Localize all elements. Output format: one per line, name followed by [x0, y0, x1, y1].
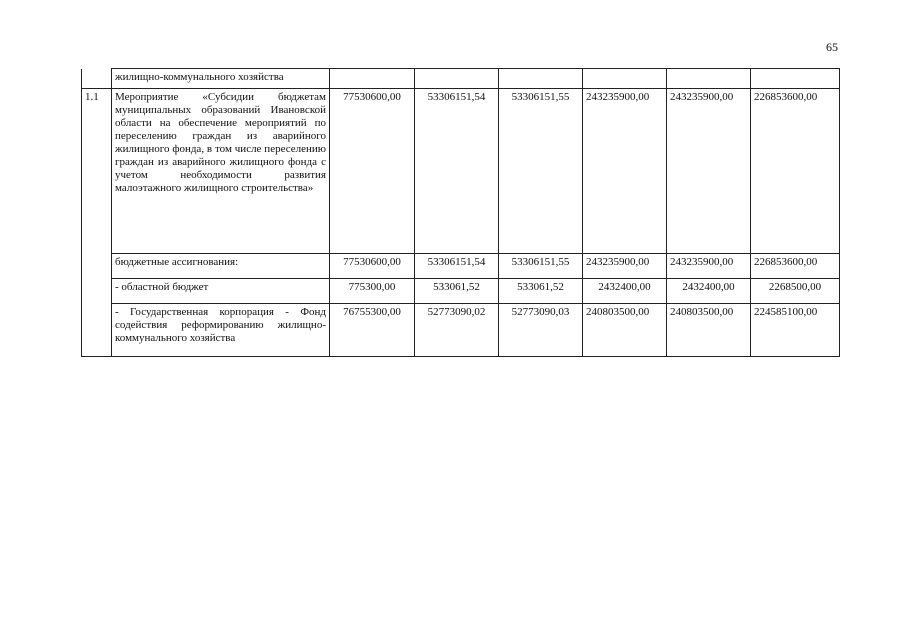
cell-value: 52773090,03	[499, 304, 583, 357]
cell-value: 243235900,00	[583, 89, 667, 254]
row-description: - Государственная корпорация - Фонд содействия реформированию жилищно-коммунального хозяйства	[112, 304, 330, 357]
row-number: 1.1	[82, 89, 112, 254]
table-row	[82, 89, 840, 254]
table-row	[82, 279, 840, 304]
row-description: - областной бюджет	[112, 279, 330, 304]
row-number	[82, 279, 112, 304]
cell-value: 77530600,00	[330, 89, 415, 254]
cell-value: 77530600,00	[330, 254, 415, 279]
cell-value: 533061,52	[499, 279, 583, 304]
cell-value	[667, 69, 751, 89]
cell-value: 243235900,00	[667, 89, 751, 254]
cell-value: 775300,00	[330, 279, 415, 304]
cell-value: 52773090,02	[415, 304, 499, 357]
table-row	[82, 254, 840, 279]
row-number	[82, 69, 112, 89]
row-description: жилищно-коммунального хозяйства	[112, 69, 330, 89]
cell-value	[751, 69, 840, 89]
cell-value	[415, 69, 499, 89]
cell-value: 240803500,00	[667, 304, 751, 357]
cell-value: 53306151,54	[415, 254, 499, 279]
cell-value: 53306151,55	[499, 89, 583, 254]
cell-value: 226853600,00	[751, 89, 840, 254]
cell-value: 243235900,00	[583, 254, 667, 279]
cell-value: 76755300,00	[330, 304, 415, 357]
cell-value: 224585100,00	[751, 304, 840, 357]
table-row	[82, 69, 840, 89]
cell-value	[330, 69, 415, 89]
row-number	[82, 254, 112, 279]
row-number	[82, 304, 112, 357]
cell-value	[499, 69, 583, 89]
cell-value: 2432400,00	[583, 279, 667, 304]
cell-value: 2432400,00	[667, 279, 751, 304]
cell-value: 533061,52	[415, 279, 499, 304]
row-description: бюджетные ассигнования:	[112, 254, 330, 279]
cell-value	[583, 69, 667, 89]
row-description: Мероприятие «Субсидии бюджетам муниципальных образований Ивановской области на обеспечение мероприятий по переселению граждан из аварийного жилищного фонда, в том числе переселению граждан из аварийного жилищного фонда с учетом необходимости развития малоэтажного жилищного строительства»	[112, 89, 330, 254]
cell-value: 226853600,00	[751, 254, 840, 279]
cell-value: 53306151,54	[415, 89, 499, 254]
cell-value: 53306151,55	[499, 254, 583, 279]
cell-value: 2268500,00	[751, 279, 840, 304]
page-number: 65	[826, 40, 838, 54]
budget-table	[81, 68, 840, 357]
table-row	[82, 304, 840, 357]
cell-value: 243235900,00	[667, 254, 751, 279]
cell-value: 240803500,00	[583, 304, 667, 357]
